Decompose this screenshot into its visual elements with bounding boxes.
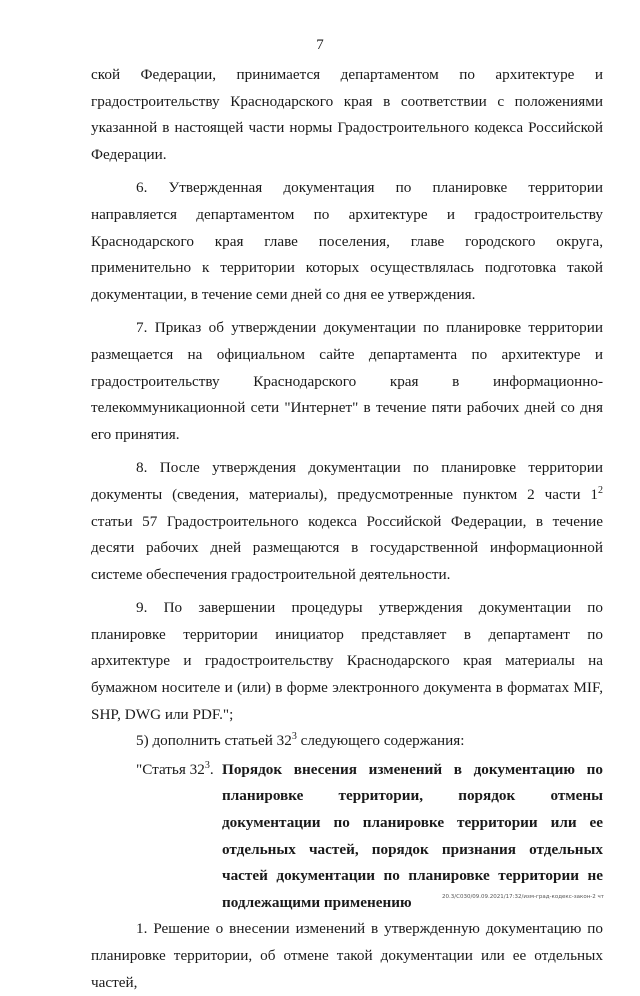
paragraph-item-8-text-b: статьи 57 Градостроительного кодекса Российской Федерации, в течение десяти рабочих дней размещаются в государственной информационной системе обеспечения градостроительной деятельности. [91, 512, 603, 583]
paragraph-item-9: 9. По завершении процедуры утверждения документации по планировке территории инициатор представляет в департамент по архитектуре и градостроительству Краснодарского края материалы на бумажном носителе и (или) в форме электронного документа в форматах MIF, SHP, DWG или PDF."; [91, 599, 603, 723]
superscript: 3 [204, 759, 210, 771]
amendment-text-b: следующего содержания: [296, 732, 465, 750]
article-title: Порядок внесения изменений в документацию по планировке территории, порядок отмены документации по планировке территории или ее отдельных частей, порядок признания отдельных частей документации по планировке территории не подлежащими применению [222, 760, 603, 911]
page-number: 7 [316, 37, 324, 53]
paragraph-item-8 [91, 455, 603, 588]
article-label-text: "Статья 32 [136, 760, 205, 778]
amendment-text-a: 5) дополнить статьей 32 [136, 732, 292, 750]
superscript: 2 [598, 484, 603, 496]
article-heading [91, 757, 603, 917]
paragraph-article-item-1: 1. Решение о внесении изменений в утвержденную документацию по планировке территории, об отмене такой документации или ее отдельных частей, [91, 920, 603, 991]
paragraph-item-8-text-a: 8. После утверждения документации по планировке территории документы (сведения, материалы), предусмотренные пунктом 2 части 1 [91, 459, 603, 503]
paragraph-amendment-5 [91, 728, 603, 755]
article-label [91, 757, 218, 917]
superscript: 3 [291, 731, 297, 743]
paragraph-item-6: 6. Утвержденная документация по планировке территории направляется департаментом по архитектуре и градостроительству Краснодарского края главе поселения, главе городского округа, применительно к территории которых осуществлялась подготовка такой документации, в течение семи дней со дня ее утверждения. [91, 179, 603, 303]
document-body [91, 62, 603, 996]
paragraph-item-7: 7. Приказ об утверждении документации по планировке территории размещается на официальном сайте департамента по архитектуре и градостроительству Краснодарского края в информационно-телекоммуникационной сети "Интернет" в течение пяти рабочих дней со дня его принятия. [91, 319, 603, 443]
article-label-dot: . [209, 760, 214, 778]
footer-code: 20.3/C030/09.09.2021/17:32/изм-град-кодекс-закон-2 чт [442, 894, 604, 900]
paragraph-continuation: ской Федерации, принимается департаментом по архитектуре и градостроительству Краснодарского края в соответствии с положениями указанной в настоящей части нормы Градостроительного кодекса Российской Федерации. [91, 66, 603, 163]
